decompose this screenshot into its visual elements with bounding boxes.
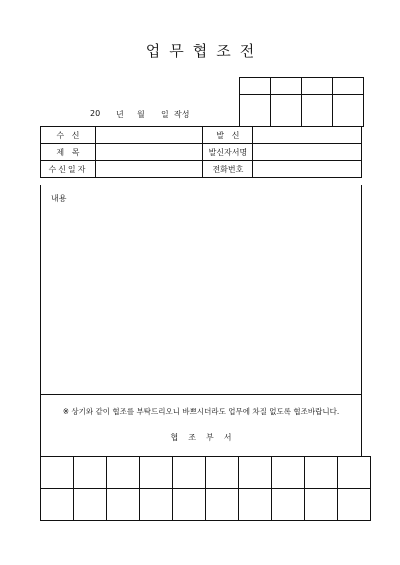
dept-cell[interactable] — [107, 489, 140, 521]
document-title: 업무협조전 — [145, 42, 264, 60]
sender-field[interactable] — [253, 127, 362, 144]
sender-signature-label: 발신자서명 — [203, 144, 253, 161]
content-area[interactable] — [40, 185, 362, 457]
received-date-field[interactable] — [95, 161, 203, 178]
dept-cell[interactable] — [140, 457, 173, 489]
written-year-unit: 년 — [116, 110, 124, 119]
dept-cell[interactable] — [272, 457, 305, 489]
dept-cell[interactable] — [239, 489, 272, 521]
written-suffix: 작성 — [174, 110, 190, 119]
dept-cell[interactable] — [41, 457, 74, 489]
dept-cell[interactable] — [305, 457, 338, 489]
approval-header-cell — [333, 78, 364, 95]
phone-field[interactable] — [253, 161, 362, 178]
sender-signature-field[interactable] — [253, 144, 362, 161]
dept-cell[interactable] — [305, 489, 338, 521]
dept-cell[interactable] — [338, 457, 371, 489]
approval-sign-cell[interactable] — [333, 95, 364, 127]
dept-cell[interactable] — [206, 489, 239, 521]
dept-cell[interactable] — [140, 489, 173, 521]
approval-header-cell — [302, 78, 333, 95]
content-divider — [41, 394, 361, 395]
phone-label: 전화번호 — [203, 161, 253, 178]
dept-cell[interactable] — [272, 489, 305, 521]
approval-header-cell — [240, 78, 271, 95]
dept-cell[interactable] — [74, 489, 107, 521]
cooperation-dept-grid — [40, 456, 371, 521]
approval-header-cell — [271, 78, 302, 95]
cooperation-note: ※ 상기와 같이 협조를 부탁드리오니 바쁘시더라도 업무에 차질 없도록 협조바랍니다. — [62, 407, 340, 416]
dept-cell[interactable] — [239, 457, 272, 489]
dept-cell[interactable] — [107, 457, 140, 489]
dept-cell[interactable] — [338, 489, 371, 521]
header-info-table — [40, 126, 362, 178]
approval-sign-cell[interactable] — [302, 95, 333, 127]
dept-cell[interactable] — [74, 457, 107, 489]
approval-sign-cell[interactable] — [240, 95, 271, 127]
dept-cell[interactable] — [206, 457, 239, 489]
approval-sign-cell[interactable] — [271, 95, 302, 127]
cooperation-dept-label: 협조부서 — [170, 433, 242, 442]
sender-label: 발 신 — [203, 127, 253, 144]
recipient-label: 수 신 — [41, 127, 96, 144]
subject-label: 제 목 — [41, 144, 96, 161]
dept-cell[interactable] — [41, 489, 74, 521]
received-date-label: 수신일자 — [41, 161, 96, 178]
recipient-field[interactable] — [95, 127, 203, 144]
dept-cell[interactable] — [173, 489, 206, 521]
subject-field[interactable] — [95, 144, 203, 161]
approval-signature-box — [239, 77, 364, 127]
written-month-unit: 월 — [137, 110, 145, 119]
dept-cell[interactable] — [173, 457, 206, 489]
content-label: 내용 — [51, 194, 67, 203]
written-day-unit: 일 — [161, 110, 169, 119]
written-year-prefix: 20 — [90, 109, 101, 118]
